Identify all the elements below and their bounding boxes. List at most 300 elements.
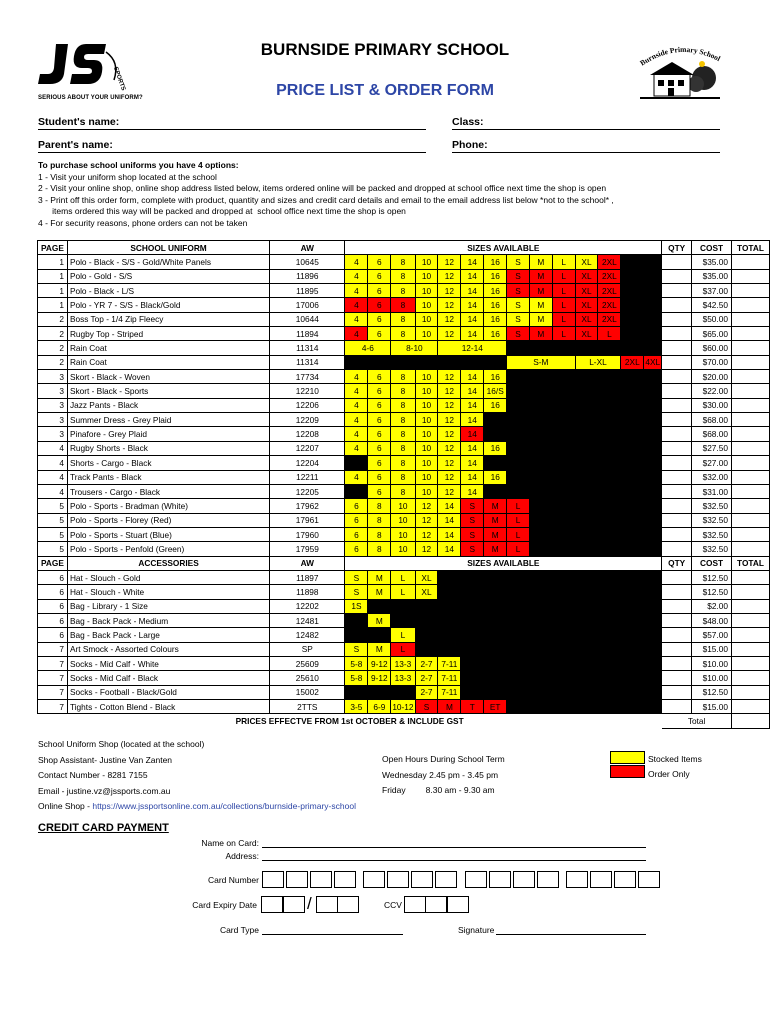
size-cell[interactable]: S [461,513,484,527]
size-cell[interactable]: S [507,269,530,283]
ccv-box-3[interactable] [447,896,469,913]
size-cell[interactable]: 13-3 [391,656,415,670]
total-cell[interactable] [731,700,769,714]
qty-cell[interactable] [662,628,692,642]
size-cell[interactable]: 4 [345,255,368,269]
ccv-box-1[interactable] [404,896,426,913]
size-cell[interactable]: 7-11 [438,671,461,685]
size-cell[interactable]: 12 [438,427,461,441]
qty-cell[interactable] [662,513,692,527]
size-cell[interactable]: 12 [438,456,461,470]
size-cell[interactable]: 8 [391,398,415,412]
total-cell[interactable] [731,456,769,470]
size-cell[interactable]: 16 [484,298,507,312]
class-field[interactable] [452,129,720,130]
size-cell[interactable]: L [552,298,575,312]
total-cell[interactable] [731,370,769,384]
size-cell[interactable]: 8 [391,384,415,398]
size-cell[interactable]: ET [484,700,507,714]
size-cell[interactable]: L [552,327,575,341]
card-number-box[interactable] [566,871,588,888]
size-cell[interactable]: 12 [438,441,461,455]
online-shop-link[interactable]: https://www.jssportsonline.com.au/collections/burnside-primary-school [92,801,356,811]
size-cell[interactable]: S [507,284,530,298]
size-cell[interactable]: S [345,585,368,599]
size-cell[interactable]: 10 [415,255,438,269]
size-cell[interactable]: 6 [368,298,391,312]
size-cell[interactable]: 4XL [644,355,662,369]
size-cell[interactable]: 6 [368,441,391,455]
size-cell[interactable]: 16 [484,441,507,455]
address-field[interactable] [262,860,646,861]
total-cell[interactable] [731,585,769,599]
total-cell[interactable] [731,441,769,455]
size-cell[interactable]: S [461,542,484,556]
size-cell[interactable]: 8 [391,284,415,298]
size-cell[interactable]: 4 [345,413,368,427]
size-cell[interactable]: 10 [415,284,438,298]
size-cell[interactable]: 16 [484,327,507,341]
total-cell[interactable] [731,484,769,498]
size-cell[interactable]: 2-7 [415,656,438,670]
size-cell[interactable]: L [391,570,415,584]
size-cell[interactable]: 6 [368,456,391,470]
size-cell[interactable]: 10-12 [391,700,415,714]
size-cell[interactable]: 6 [345,527,368,541]
size-cell[interactable]: 6 [345,542,368,556]
size-cell[interactable]: S [507,298,530,312]
qty-cell[interactable] [662,700,692,714]
size-cell[interactable]: 8 [368,542,391,556]
size-cell[interactable]: M [438,700,461,714]
size-cell[interactable]: 4 [345,470,368,484]
size-cell[interactable]: 16 [484,269,507,283]
size-cell[interactable]: 8 [391,484,415,498]
size-cell[interactable]: 14 [461,370,484,384]
size-cell[interactable]: 12 [438,384,461,398]
size-cell[interactable]: 6 [368,427,391,441]
size-cell[interactable]: L [552,312,575,326]
size-cell[interactable]: M [484,527,507,541]
total-cell[interactable] [731,599,769,613]
size-cell[interactable]: 10 [415,384,438,398]
size-cell[interactable]: L [391,628,415,642]
total-cell[interactable] [731,499,769,513]
size-cell[interactable]: L [507,499,530,513]
size-cell[interactable]: L [507,513,530,527]
expiry-year-box-2[interactable] [337,896,359,913]
size-cell[interactable]: 10 [415,470,438,484]
qty-cell[interactable] [662,470,692,484]
total-cell[interactable] [731,656,769,670]
card-number-box[interactable] [638,871,660,888]
phone-field[interactable] [452,152,720,153]
size-cell[interactable]: 10 [415,398,438,412]
size-cell[interactable]: 10 [391,513,415,527]
card-number-box[interactable] [286,871,308,888]
size-cell[interactable]: 10 [391,542,415,556]
size-cell[interactable]: 12 [438,327,461,341]
size-cell[interactable]: 14 [438,513,461,527]
size-cell[interactable]: 12 [438,398,461,412]
size-cell[interactable]: 7-11 [438,685,461,699]
qty-cell[interactable] [662,384,692,398]
size-cell[interactable]: L [552,284,575,298]
size-cell[interactable]: 2XL [598,312,621,326]
size-cell[interactable]: 9-12 [368,656,391,670]
size-cell[interactable]: M [368,613,391,627]
size-cell[interactable]: 12 [415,527,438,541]
size-cell[interactable]: 4 [345,370,368,384]
total-cell[interactable] [731,542,769,556]
total-cell[interactable] [731,312,769,326]
size-cell[interactable]: M [484,542,507,556]
size-cell[interactable]: 12 [438,484,461,498]
size-cell[interactable]: 8 [391,269,415,283]
uniform-row [38,255,770,269]
qty-cell[interactable] [662,398,692,412]
size-cell[interactable]: 8 [391,441,415,455]
card-number-box[interactable] [537,871,559,888]
card-number-box[interactable] [411,871,433,888]
size-cell[interactable]: 2XL [598,284,621,298]
total-cell[interactable] [731,255,769,269]
size-cell[interactable]: 6 [368,284,391,298]
card-number-box[interactable] [614,871,636,888]
size-cell[interactable]: 6 [345,499,368,513]
size-cell[interactable]: 2-7 [415,685,438,699]
size-cell[interactable]: M [529,255,552,269]
size-cell[interactable]: 16 [484,370,507,384]
card-type-field[interactable] [262,934,403,935]
qty-cell[interactable] [662,441,692,455]
size-cell[interactable]: 6 [368,255,391,269]
total-cell[interactable] [731,384,769,398]
size-cell[interactable]: XL [575,255,598,269]
total-cell[interactable] [731,470,769,484]
size-cell[interactable]: M [368,585,391,599]
total-cell[interactable] [731,413,769,427]
size-cell[interactable]: 8 [391,298,415,312]
size-cell[interactable]: L [598,327,621,341]
size-cell[interactable]: 12-14 [438,341,507,355]
size-cell[interactable]: 12 [438,255,461,269]
size-cell[interactable]: XL [415,585,438,599]
size-cell[interactable]: L [391,585,415,599]
parent-name-field[interactable] [38,152,426,153]
qty-cell[interactable] [662,269,692,283]
size-cell[interactable]: 8 [368,499,391,513]
size-cell[interactable]: 12 [438,413,461,427]
qty-cell[interactable] [662,327,692,341]
size-cell[interactable]: M [529,269,552,283]
size-cell[interactable]: 14 [461,255,484,269]
qty-cell[interactable] [662,499,692,513]
size-cell[interactable]: 10 [415,484,438,498]
size-cell[interactable]: 4 [345,427,368,441]
qty-cell[interactable] [662,255,692,269]
size-cell[interactable]: 6 [368,398,391,412]
size-cell[interactable]: 6-9 [368,700,391,714]
size-cell[interactable]: M [529,298,552,312]
size-cell[interactable]: XL [575,269,598,283]
size-cell[interactable]: L-XL [575,355,621,369]
size-cell[interactable]: XL [575,284,598,298]
size-cell[interactable]: 16/S [484,384,507,398]
size-cell[interactable]: 10 [415,298,438,312]
size-cell[interactable]: 12 [438,284,461,298]
qty-cell[interactable] [662,685,692,699]
qty-cell[interactable] [662,370,692,384]
size-cell[interactable]: 14 [461,456,484,470]
size-cell[interactable]: 12 [415,542,438,556]
size-cell[interactable]: 5-8 [345,671,368,685]
size-cell[interactable]: 16 [484,284,507,298]
size-cell[interactable]: 6 [368,370,391,384]
size-cell[interactable]: XL [575,312,598,326]
qty-cell[interactable] [662,671,692,685]
size-cell[interactable]: 8 [368,513,391,527]
qty-cell[interactable] [662,542,692,556]
total-cell[interactable] [731,298,769,312]
size-cell[interactable]: 8 [391,456,415,470]
size-cell[interactable]: 14 [461,312,484,326]
size-cell[interactable]: 1S [345,599,368,613]
size-cell[interactable]: 6 [345,513,368,527]
size-cell[interactable]: 4 [345,312,368,326]
size-cell[interactable]: 10 [415,441,438,455]
expiry-month-box-2[interactable] [283,896,305,913]
size-cell[interactable]: 2XL [598,298,621,312]
card-number-box[interactable] [334,871,356,888]
size-cell[interactable]: L [391,642,415,656]
size-cell[interactable]: S [461,527,484,541]
qty-cell[interactable] [662,284,692,298]
size-cell[interactable]: 12 [415,499,438,513]
size-cell[interactable]: 16 [484,312,507,326]
qty-cell[interactable] [662,484,692,498]
qty-cell[interactable] [662,413,692,427]
size-cell[interactable]: 6 [368,470,391,484]
size-cell[interactable]: 14 [438,499,461,513]
qty-cell[interactable] [662,427,692,441]
size-cell[interactable]: 6 [368,413,391,427]
size-cell[interactable]: M [484,513,507,527]
size-cell[interactable]: 6 [368,312,391,326]
size-cell[interactable]: S-M [507,355,575,369]
size-cell[interactable]: 8 [391,470,415,484]
size-cell[interactable]: 12 [415,513,438,527]
qty-cell[interactable] [662,570,692,584]
size-cell[interactable]: 14 [461,484,484,498]
size-cell[interactable]: L [507,542,530,556]
size-cell[interactable]: 14 [461,384,484,398]
total-cell[interactable] [731,628,769,642]
size-cell[interactable]: 4 [345,441,368,455]
size-cell[interactable]: S [461,499,484,513]
size-cell[interactable]: 16 [484,255,507,269]
total-cell[interactable] [731,613,769,627]
card-number-box[interactable] [387,871,409,888]
card-number-box[interactable] [465,871,487,888]
total-cell[interactable] [731,671,769,685]
size-cell[interactable]: M [368,642,391,656]
size-cell[interactable]: XL [575,298,598,312]
grand-total-cell[interactable] [731,714,769,728]
size-cell[interactable]: M [529,284,552,298]
size-cell[interactable]: 4 [345,298,368,312]
size-cell[interactable]: 8 [391,413,415,427]
size-cell[interactable]: S [415,700,438,714]
qty-cell[interactable] [662,527,692,541]
size-cell[interactable]: M [368,570,391,584]
size-cell[interactable]: 2XL [621,355,644,369]
size-cell[interactable]: 2XL [598,255,621,269]
size-cell[interactable]: 4 [345,284,368,298]
size-cell[interactable]: 8-10 [391,341,438,355]
size-cell[interactable]: 14 [461,327,484,341]
qty-cell[interactable] [662,456,692,470]
size-cell[interactable]: 6 [368,269,391,283]
size-cell[interactable]: 10 [415,427,438,441]
size-cell[interactable]: 3-5 [345,700,368,714]
total-cell[interactable] [731,642,769,656]
item-name-cell: Polo - Sports - Florey (Red) [67,513,269,527]
total-cell[interactable] [731,427,769,441]
size-cell[interactable]: 10 [415,327,438,341]
card-number-box[interactable] [363,871,385,888]
size-cell[interactable]: 4 [345,327,368,341]
size-cell[interactable]: L [507,527,530,541]
size-cell[interactable]: 4-6 [345,341,391,355]
qty-cell[interactable] [662,298,692,312]
size-cell[interactable]: S [507,327,530,341]
total-cell[interactable] [731,327,769,341]
total-cell[interactable] [731,355,769,369]
card-number-box[interactable] [489,871,511,888]
size-cell[interactable]: M [529,312,552,326]
size-cell[interactable]: XL [575,327,598,341]
qty-cell[interactable] [662,312,692,326]
size-cell[interactable]: S [507,312,530,326]
total-cell[interactable] [731,284,769,298]
qty-cell[interactable] [662,613,692,627]
size-cell[interactable]: 4 [345,398,368,412]
size-cell[interactable]: 13-3 [391,671,415,685]
size-cell[interactable]: 14 [438,542,461,556]
card-number-box[interactable] [513,871,535,888]
card-number-box[interactable] [262,871,284,888]
qty-cell[interactable] [662,642,692,656]
student-name-field[interactable] [38,129,426,130]
size-cell[interactable]: 14 [461,269,484,283]
size-cell[interactable]: 14 [461,470,484,484]
size-cell[interactable]: 8 [391,370,415,384]
size-cell[interactable]: 8 [368,527,391,541]
size-cell[interactable]: 16 [484,470,507,484]
size-cell[interactable]: 14 [461,284,484,298]
size-cell[interactable]: 14 [461,427,484,441]
size-cell[interactable]: 4 [345,269,368,283]
expiry-month-box-1[interactable] [261,896,283,913]
size-cell[interactable]: 16 [484,398,507,412]
total-cell[interactable] [731,513,769,527]
qty-cell[interactable] [662,656,692,670]
size-cell[interactable]: 14 [461,298,484,312]
qty-cell[interactable] [662,355,692,369]
card-number-box[interactable] [590,871,612,888]
card-number-box[interactable] [310,871,332,888]
total-cell[interactable] [731,685,769,699]
expiry-year-box-1[interactable] [316,896,338,913]
qty-cell[interactable] [662,599,692,613]
size-cell[interactable]: 10 [391,499,415,513]
size-cell[interactable]: 10 [415,413,438,427]
size-cell[interactable]: 10 [391,527,415,541]
size-cell[interactable]: 7-11 [438,656,461,670]
size-cell[interactable]: 10 [415,269,438,283]
size-cell[interactable]: L [552,255,575,269]
total-cell[interactable] [731,341,769,355]
card-number-box[interactable] [435,871,457,888]
size-cell[interactable]: M [484,499,507,513]
size-cell[interactable]: M [529,327,552,341]
size-cell[interactable]: 14 [461,441,484,455]
unavailable-size-cell [507,441,662,455]
ccv-box-2[interactable] [425,896,447,913]
size-cell[interactable]: S [507,255,530,269]
size-cell[interactable]: 2-7 [415,671,438,685]
size-cell[interactable]: 10 [415,312,438,326]
total-cell[interactable] [731,527,769,541]
signature-field[interactable] [496,934,646,935]
qty-cell[interactable] [662,341,692,355]
size-cell[interactable]: S [345,642,368,656]
qty-cell[interactable] [662,585,692,599]
size-cell[interactable]: 10 [415,370,438,384]
total-cell[interactable] [731,570,769,584]
total-cell[interactable] [731,398,769,412]
size-cell[interactable]: 12 [438,312,461,326]
size-cell[interactable]: 8 [391,427,415,441]
size-cell[interactable]: 8 [391,255,415,269]
size-cell[interactable]: 10 [415,456,438,470]
size-cell[interactable]: 12 [438,370,461,384]
name-on-card-field[interactable] [262,847,646,848]
size-cell[interactable]: 14 [438,527,461,541]
size-cell[interactable]: 5-8 [345,656,368,670]
size-cell[interactable]: 6 [368,484,391,498]
size-cell[interactable]: 8 [391,327,415,341]
size-cell[interactable]: 14 [461,413,484,427]
size-cell[interactable]: L [552,269,575,283]
size-cell[interactable]: 6 [368,384,391,398]
size-cell[interactable]: 6 [368,327,391,341]
size-cell[interactable]: 4 [345,384,368,398]
size-cell[interactable]: 12 [438,269,461,283]
size-cell[interactable]: 12 [438,470,461,484]
sizes-header: SIZES AVAILABLE [345,556,662,570]
size-cell[interactable]: 2XL [598,269,621,283]
total-cell[interactable] [731,269,769,283]
size-cell[interactable]: 14 [461,398,484,412]
size-cell[interactable]: 8 [391,312,415,326]
size-cell[interactable]: 12 [438,298,461,312]
size-cell[interactable]: S [345,570,368,584]
size-cell[interactable]: T [461,700,484,714]
size-cell[interactable]: XL [415,570,438,584]
size-cell[interactable]: 9-12 [368,671,391,685]
